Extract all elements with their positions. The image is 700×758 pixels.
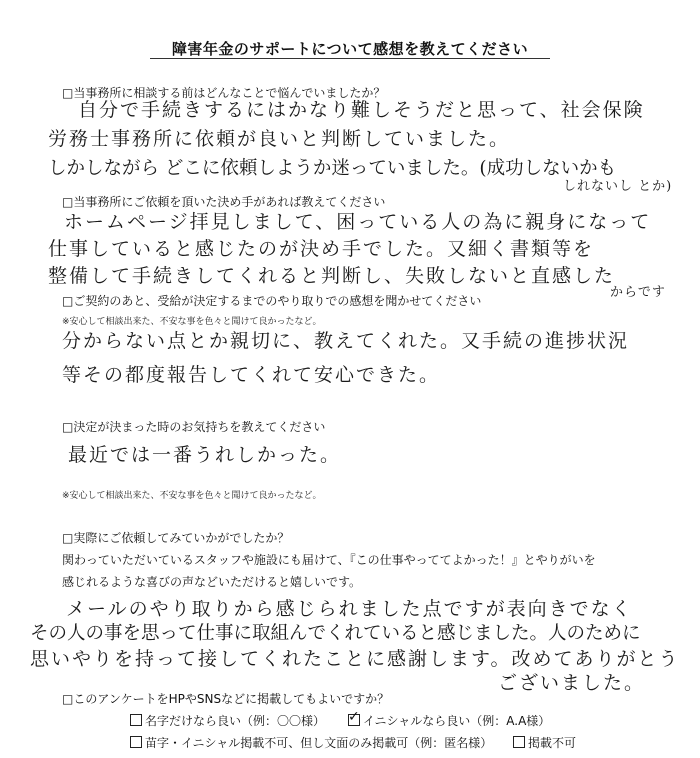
question-5-body-line-2: 感じれるような喜びの声などいただけると嬉しいです。	[62, 575, 362, 589]
answer-2-line-2: 仕事していると感じたのが決め手でした。又細く書類等を	[48, 238, 595, 260]
answer-5-line-4: ございました。	[498, 672, 646, 694]
answer-5-line-2: その人の事を思って仕事に取組んでくれていると感じました。人のために	[30, 623, 641, 644]
question-4: □決定が決まった時のお気持ちを教えてください	[62, 420, 326, 434]
option-name-only[interactable]	[130, 712, 325, 729]
answer-2-line-1: ホームページ拝見しまして、困っている人の為に親身になって	[64, 211, 652, 233]
option-text-only[interactable]	[130, 734, 492, 751]
option-initials-checkbox[interactable]	[348, 714, 360, 726]
page-title: 障害年金のサポートについて感想を教えてください	[171, 40, 529, 58]
question-5: □実際にご依頼してみていかがでしたか？	[62, 531, 290, 545]
question-1: □当事務所に相談する前はどんなことで悩んでいましたか？	[62, 86, 386, 100]
question-3: □ご契約のあと、受給が決定するまでのやり取りでの感想を聞かせてください	[62, 294, 482, 308]
title-underline	[150, 58, 550, 59]
answer-1-line-2: 労務士事務所に依頼が良いと判断していました。	[48, 128, 511, 150]
question-5-body-line-1: 関わっていただいているスタッフや施設にも届けて、『この仕事やっててよかった！』とやりがいを	[62, 553, 596, 567]
option-name-only-label: 名字だけなら良い（例：〇〇様）	[145, 714, 326, 728]
answer-5-line-1: メールのやり取りから感じられました点ですが表向きでなく	[66, 598, 633, 620]
option-text-only-label: 苗字・イニシャル掲載不可、但し文面のみ掲載可（例：匿名様）	[145, 736, 493, 750]
option-initials[interactable]	[348, 712, 550, 729]
question-4-note: ※安心して相談出来た、不安な事を色々と聞けて良かったなど。	[62, 491, 322, 501]
answer-1-line-1: 自分で手続きするにはかなり難しそうだと思って、社会保険	[78, 99, 645, 121]
answer-2-line-4: からです	[610, 285, 666, 300]
option-no-publish-label: 掲載不可	[528, 736, 577, 750]
answer-5-line-3: 思いやりを持って接してくれたことに感謝します。改めてありがとう	[30, 648, 680, 670]
option-no-publish[interactable]	[513, 734, 576, 751]
answer-2-line-3: 整備して手続きしてくれると判断し、失敗しないと直感した	[48, 265, 616, 287]
answer-3-line-1: 分からない点とか親切に、教えてくれた。又手続の進捗状況	[62, 330, 630, 352]
answer-1-line-4: しれないし とか)	[563, 179, 673, 194]
answer-4-line-1: 最近では一番うれしかった。	[68, 444, 342, 466]
question-3-note: ※安心して相談出来た、不安な事を色々と聞けて良かったなど。	[62, 317, 322, 327]
option-initials-label: イニシャルなら良い（例：A.A様）	[363, 714, 551, 728]
question-2: □当事務所にご依頼を頂いた決め手があれば教えてください	[62, 195, 386, 209]
option-text-only-checkbox[interactable]	[130, 736, 142, 748]
option-name-only-checkbox[interactable]	[130, 714, 142, 726]
question-6: □このアンケートをHPやSNSなどに掲載してもよいですか？	[62, 692, 390, 706]
answer-1-line-3: しかしながら どこに依頼しようか迷っていました。(成功しないかも	[48, 158, 617, 179]
option-no-publish-checkbox[interactable]	[513, 736, 525, 748]
answer-3-line-2: 等その都度報告してくれて安心できた。	[62, 364, 441, 386]
